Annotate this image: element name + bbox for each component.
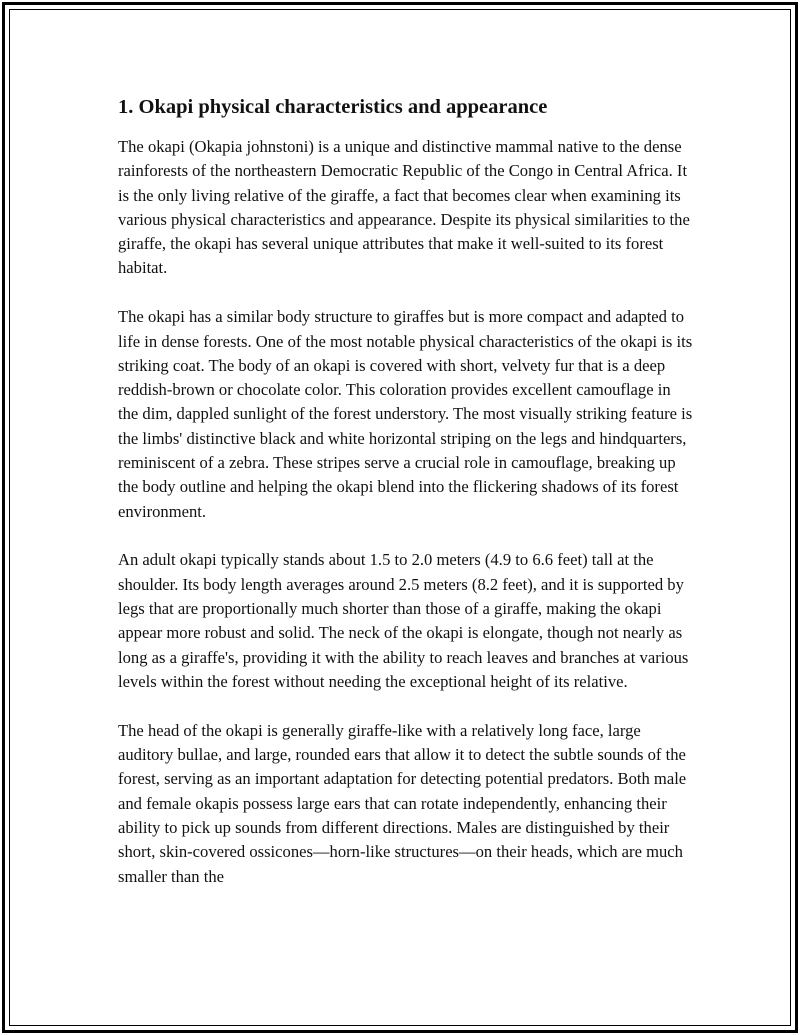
paragraph-coat: The okapi has a similar body structure to giraffes but is more compact and adapted to life in dense forests. One of the most notable physical characteristics of the okapi is its striking coat. The body of an okapi is covered with short, velvety fur that is a deep reddish-brown or chocolate color. This coloration provides excellent camouflage in the dim, dappled sunlight of the forest understory. The most visually striking feature is the limbs' distinctive black and white horizontal striping on the legs and hindquarters, reminiscent of a zebra. These stripes serve a crucial role in camouflage, breaking up the body outline and helping the okapi blend into the flickering shadows of its forest environment. bbox=[118, 307, 693, 521]
paragraph-intro: The okapi (Okapia johnstoni) is a unique and distinctive mammal native to the dense rainforests of the northeastern Democratic Republic of the Congo in Central Africa. It is the only living relative of the giraffe, a fact that becomes clear when examining its various physical characteristics and appearance. Despite its physical similarities to the giraffe, the okapi has several unique attributes that make it well-suited to its forest habitat. bbox=[118, 137, 690, 278]
paragraph-size: An adult okapi typically stands about 1.5 to 2.0 meters (4.9 to 6.6 feet) tall at the shoulder. Its body length averages around 2.5 meters (8.2 feet), and it is supported by legs that are proportionally much shorter than those of a giraffe, making the okapi appear more robust and solid. The neck of the okapi is elongate, though not nearly as long as a giraffe's, providing it with the ability to reach leaves and branches at various levels within the forest without needing the exceptional height of its relative. bbox=[118, 550, 689, 691]
paragraph-head: The head of the okapi is generally giraffe-like with a relatively long face, large auditory bullae, and large, rounded ears that allow it to detect the subtle sounds of the forest, serving as an important adaptation for detecting potential predators. Both male and female okapis possess large ears that can rotate independently, enhancing their ability to pick up sounds from different directions. Males are distinguished by their short, skin-covered ossicones—horn-like structures—on their heads, which are much smaller than the bbox=[118, 720, 687, 886]
document-body bbox=[118, 94, 693, 889]
section-heading: 1. Okapi physical characteristics and appearance bbox=[118, 96, 548, 118]
